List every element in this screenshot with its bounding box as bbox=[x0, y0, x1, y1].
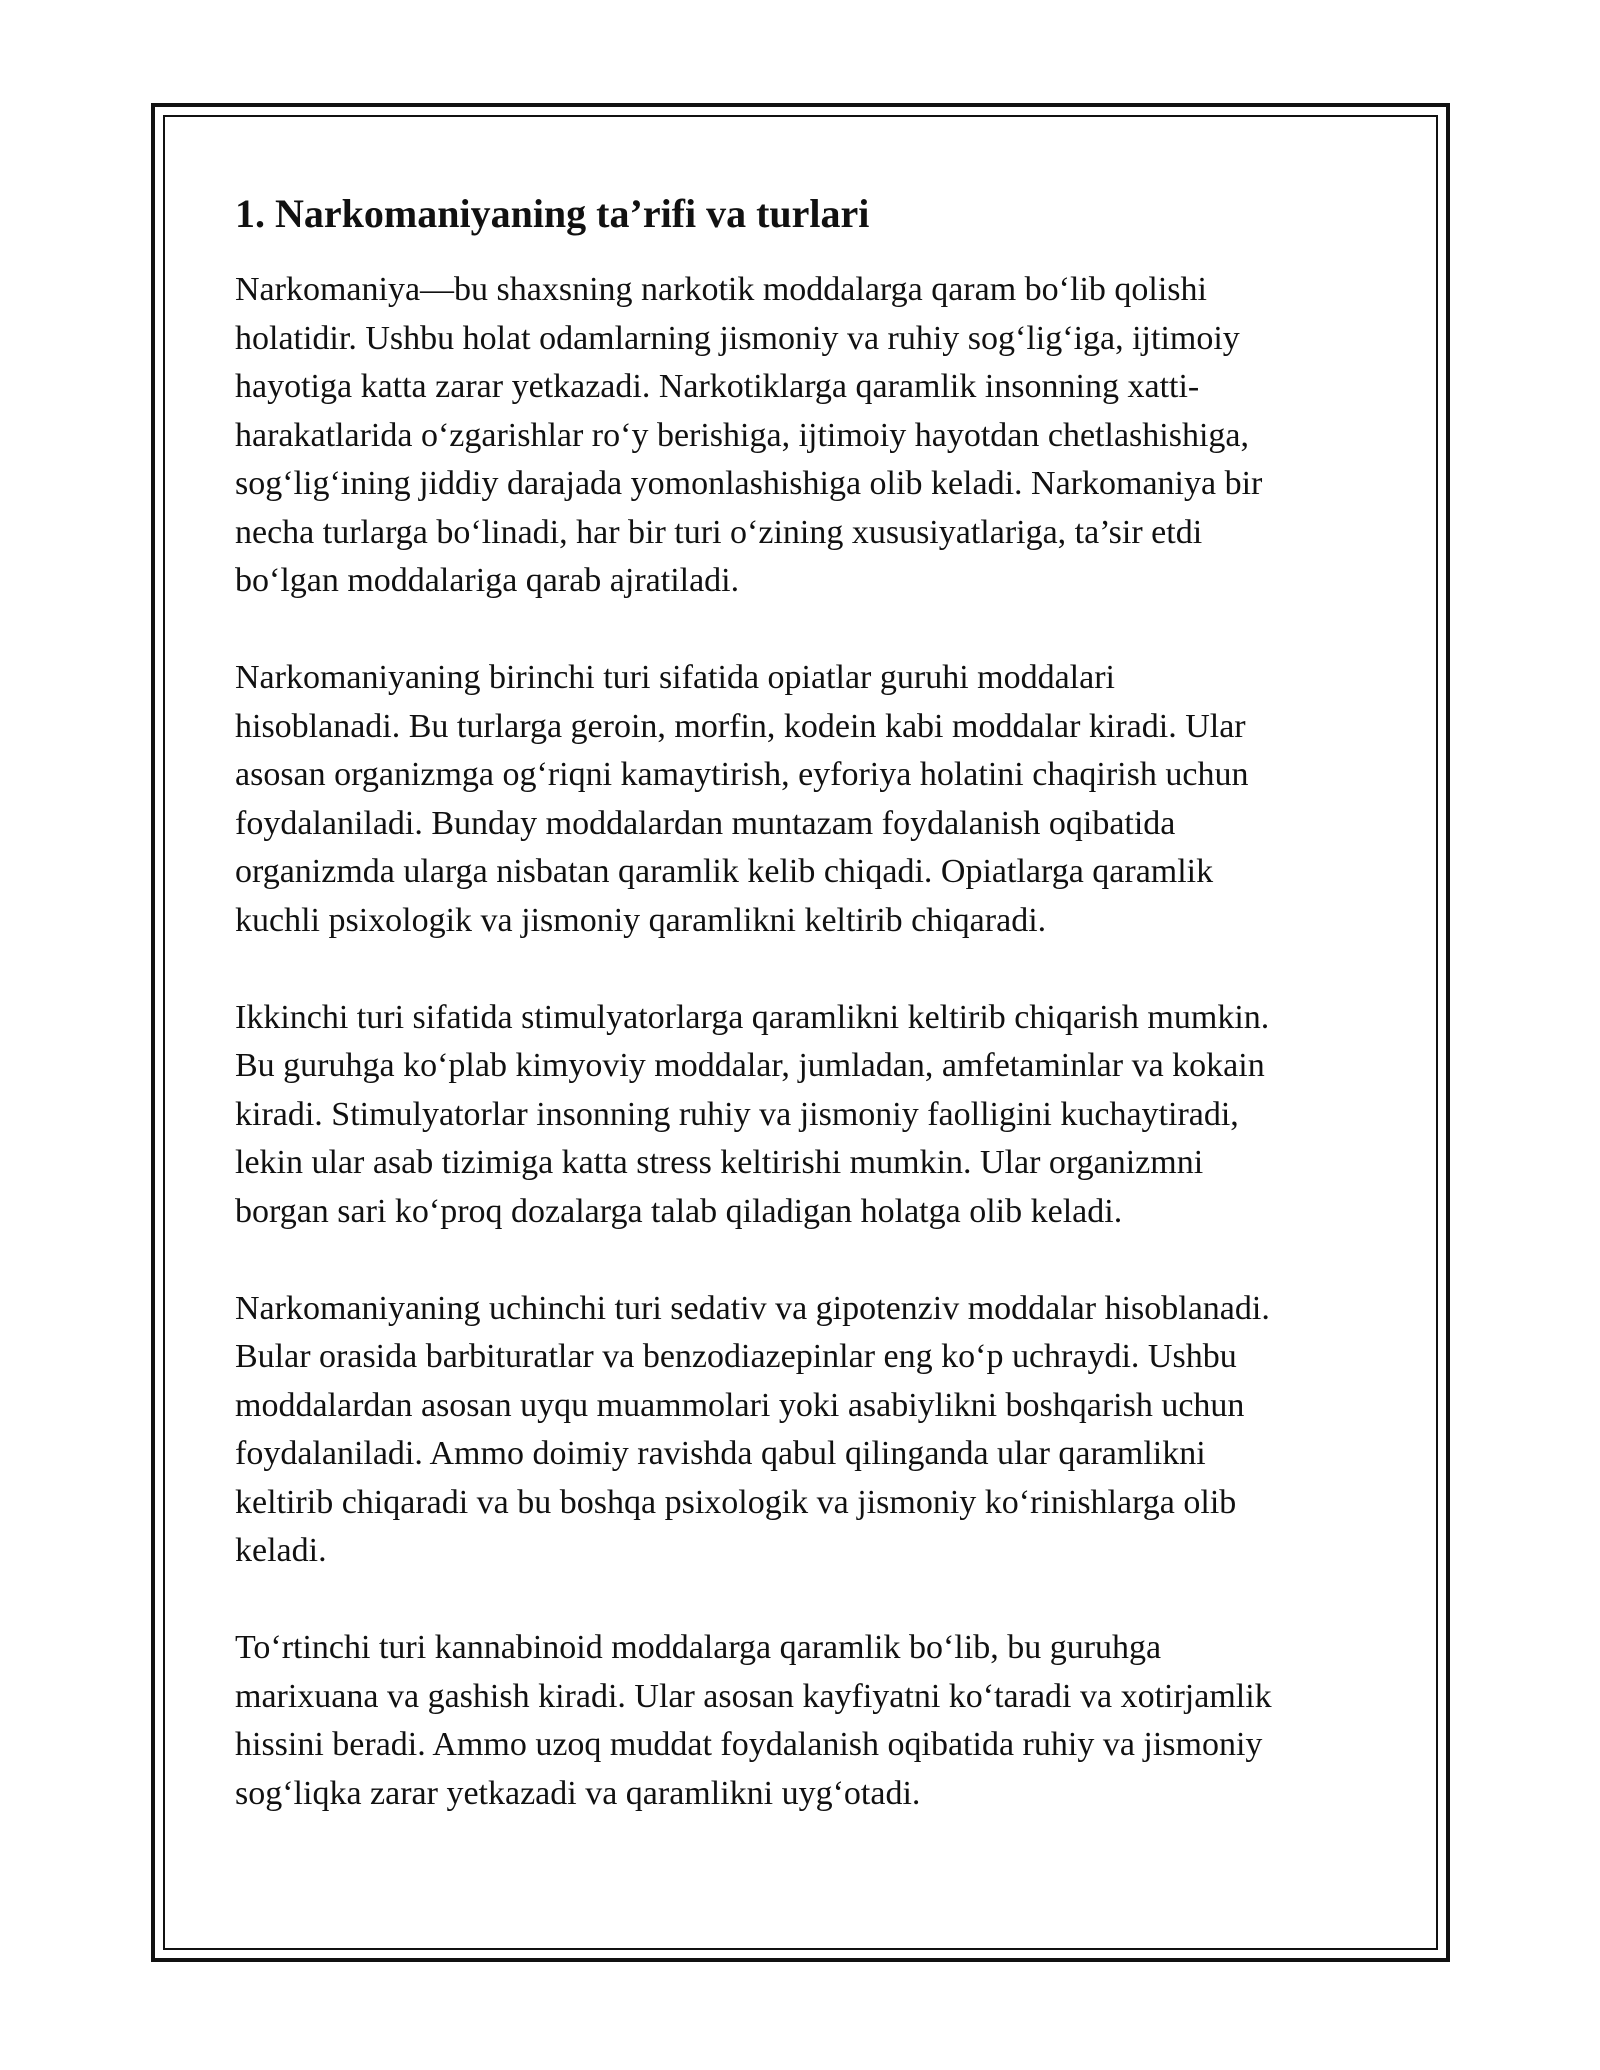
paragraph-cannabinoids: To‘rtinchi turi kannabinoid moddalarga qaramlik bo‘lib, bu guruhga marixuana va gashish kiradi. Ular asosan kayfiyatni ko‘taradi va xotirjamlik hissini beradi. Ammo uzoq muddat foydalanish oqibatida ruhiy va jismoniy sog‘liqka zarar yetkazadi va qaramlikni uyg‘otadi. bbox=[235, 1629, 1272, 1812]
paragraph-opiates: Narkomaniyaning birinchi turi sifatida opiatlar guruhi moddalari hisoblanadi. Bu turlarga geroin, morfin, kodein kabi moddalar kiradi. Ular asosan organizmga og‘riqni kamaytirish, eyforiya holatini chaqirish uchun foydalaniladi. Bunday moddalardan muntazam foydalanish oqibatida organizmda ularga nisbatan qaramlik kelib chiqadi. Opiatlarga qaramlik kuchli psixologik va jismoniy qaramlikni keltirib chiqaradi. bbox=[235, 659, 1249, 939]
section-title: 1. Narkomaniyaning ta’rifi va turlari bbox=[235, 191, 870, 236]
document-content bbox=[235, 188, 1365, 1867]
paragraph-definition: Narkomaniya—bu shaxsning narkotik moddalarga qaram bo‘lib qolishi holatidir. Ushbu holat odamlarning jismoniy va ruhiy sog‘lig‘iga, ijtimoiy hayotiga katta zarar yetkazadi. Narkotiklarga qaramlik insonning xatti- harakatlarida o‘zgarishlar ro‘y berishiga, ijtimoiy hayotdan chetlashishiga, sog‘lig‘ining jiddiy darajada yomonlashishiga olib keladi. Narkomaniya bir necha turlarga bo‘linadi, har bir turi o‘zining xususiyatlariga, ta’sir etdi bo‘lgan moddalariga qarab ajratiladi. bbox=[235, 271, 1263, 599]
paragraph-sedatives: Narkomaniyaning uchinchi turi sedativ va gipotenziv moddalar hisoblanadi. Bular orasida barbituratlar va benzodiazepinlar eng ko‘p uchraydi. Ushbu moddalardan asosan uyqu muammolari yoki asabiylikni boshqarish uchun foydalaniladi. Ammo doimiy ravishda qabul qilinganda ular qaramlikni keltirib chiqaradi va bu boshqa psixologik va jismoniy ko‘rinishlarga olib keladi. bbox=[235, 1289, 1270, 1569]
paragraph-stimulants: Ikkinchi turi sifatida stimulyatorlarga qaramlikni keltirib chiqarish mumkin. Bu guruhga ko‘plab kimyoviy moddalar, jumladan, amfetaminlar va kokain kiradi. Stimulyatorlar insonning ruhiy va jismoniy faolligini kuchaytiradi, lekin ular asab tizimiga katta stress keltirishi mumkin. Ular organizmni borgan sari ko‘proq dozalarga talab qiladigan holatga olib keladi. bbox=[235, 998, 1270, 1230]
